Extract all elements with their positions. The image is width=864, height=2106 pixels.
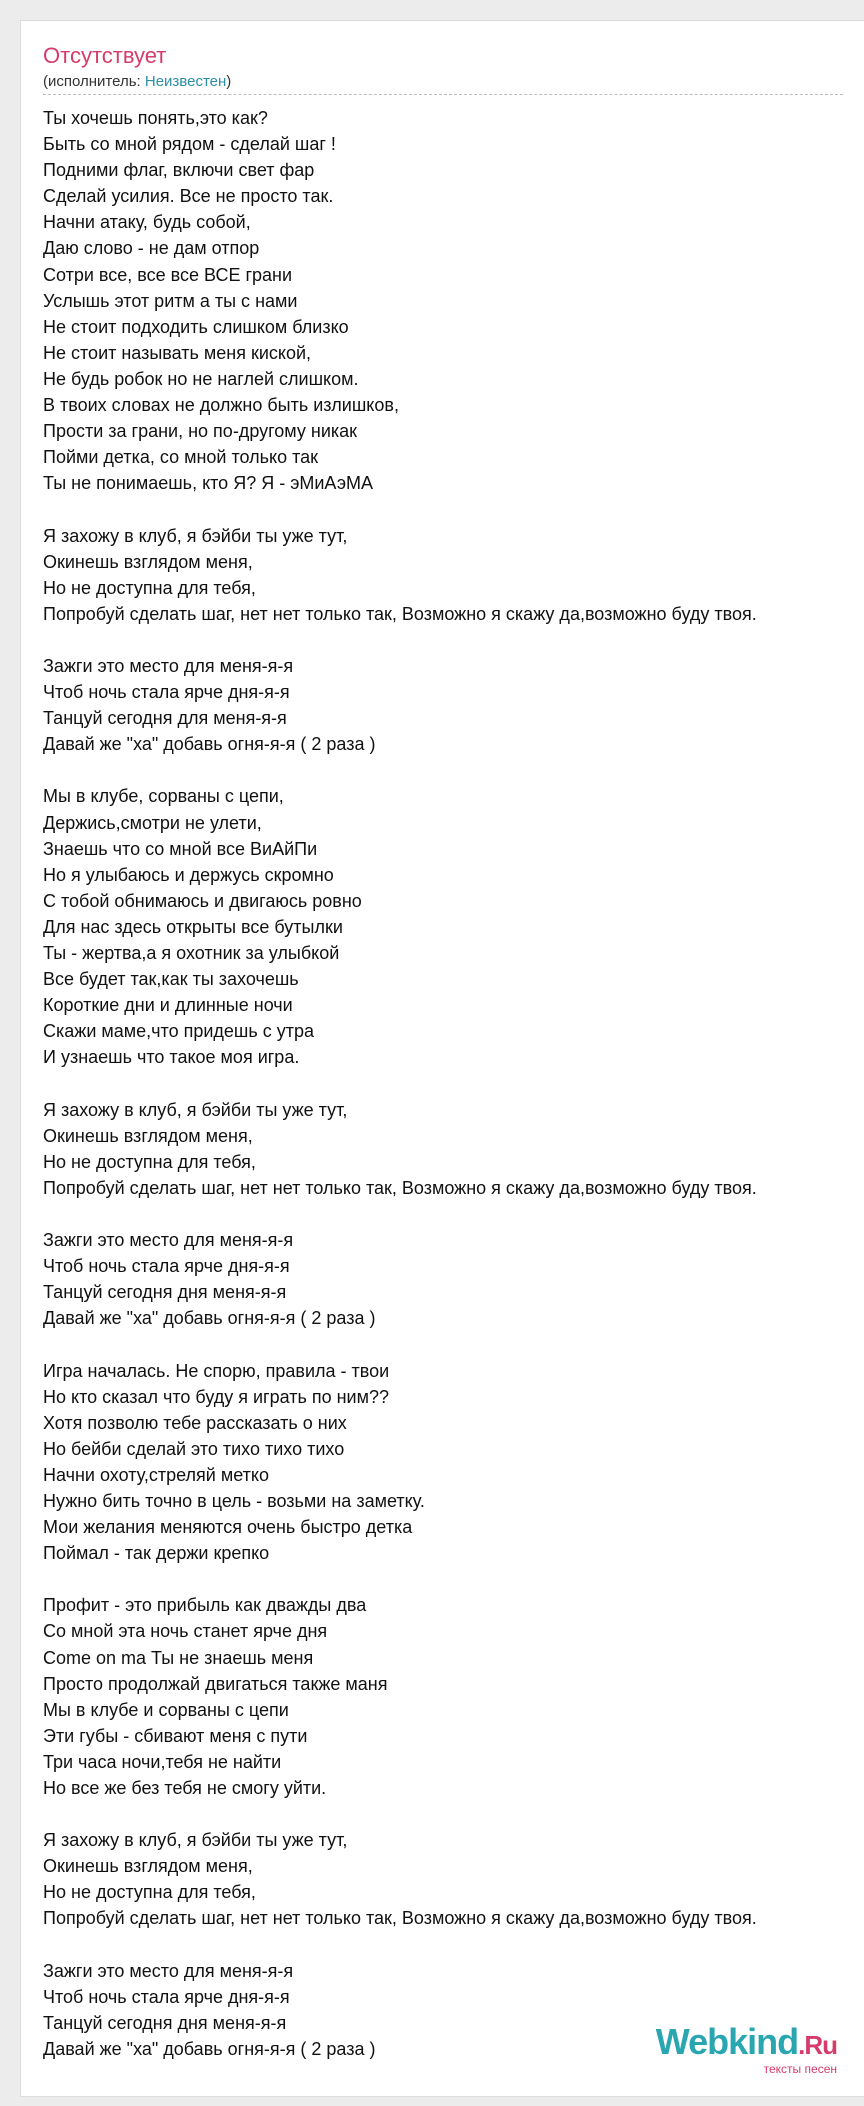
lyrics-line: Поймал - так держи крепко [43,1543,270,1564]
lyrics-line: Ты хочешь понять,это как? [43,108,268,128]
lyrics-line: Быть со мной рядом - сделай шаг ! [43,134,336,155]
logo-ru-text: .Ru [798,2030,837,2060]
lyrics-line: Короткие дни и длинные ночи [43,995,293,1016]
lyrics-line: Но кто сказал что буду я играть по ним?? [43,1386,390,1407]
lyrics-line: Просто продолжай двигаться также маня [43,1673,388,1694]
lyrics-line: Чтоб ночь стала ярче дня-я-я [43,1986,290,2007]
lyrics-line: Зажги это место для меня-я-я [43,655,294,676]
lyrics-line: Но не доступна для тебя, [43,577,256,598]
lyrics-line: Я захожу в клуб, я бэйби ты уже тут, [43,525,348,546]
lyrics-line: Танцуй сегодня дня меня-я-я [43,2012,287,2033]
lyrics-line: Хотя позволю тебе рассказать о них [43,1412,347,1433]
lyrics-line: Давай же "ха" добавь огня-я-я ( 2 раза ) [43,2038,376,2059]
lyrics-line: Игра началась. Не спорю, правила - твои [43,1360,390,1381]
lyrics-line: Окинешь взглядом меня, [43,551,253,572]
lyrics-line: Все будет так,как ты захочешь [43,969,299,990]
lyrics-line: Подними флаг, включи свет фар [43,160,315,181]
lyrics-line: Со мной эта ночь станет ярче дня [43,1621,328,1642]
lyrics-line: Окинешь взглядом меня, [43,1125,253,1146]
lyrics-line: Танцуй сегодня дня меня-я-я [43,1282,287,1303]
lyrics-body [43,105,864,2062]
logo-wordmark [656,2023,837,2064]
lyrics-line: Мои желания меняются очень быстро детка [43,1517,413,1538]
lyrics-line: Начни атаку, будь собой, [43,212,251,233]
artist-line [43,73,231,90]
lyrics-line: Но не доступна для тебя, [43,1882,256,1903]
lyrics-blank-line [43,1566,864,1592]
lyrics-line: Но бейби сделай это тихо тихо тихо [43,1438,345,1459]
lyrics-line: И узнаешь что такое моя игра. [43,1047,300,1068]
lyrics-line: Я захожу в клуб, я бэйби ты уже тут, [43,1099,348,1120]
artist-suffix: ) [226,73,232,90]
lyrics-line: Эти губы - сбивают меня с пути [43,1725,308,1746]
lyrics-line: Зажги это место для меня-я-я [43,1230,294,1251]
lyrics-line: Попробуй сделать шаг, нет нет только так, Возможно я скажу да,возможно буду твоя. [43,1908,757,1929]
lyrics-line: Но не доступна для тебя, [43,1151,256,1172]
lyrics-line: Но я улыбаюсь и держусь скромно [43,864,334,885]
song-title: Отсутствует [43,43,167,68]
lyrics-line: Три часа ночи,тебя не найти [43,1751,282,1772]
lyrics-line: Ты - жертва,а я охотник за улыбкой [43,943,340,963]
lyrics-line: Давай же "ха" добавь огня-я-я ( 2 раза ) [43,1308,376,1329]
artist-prefix: (исполнитель: [43,73,145,90]
lyrics-line: Чтоб ночь стала ярче дня-я-я [43,682,290,703]
lyrics-blank-line [43,1932,864,1958]
lyrics-line: Скажи маме,что придешь с утра [43,1021,314,1042]
lyrics-line: Мы в клубе, сорваны с цепи, [43,786,284,807]
lyrics-line: Профит - это прибыль как дважды два [43,1595,367,1616]
lyrics-line: Мы в клубе и сорваны с цепи [43,1699,289,1720]
lyrics-line: Сотри все, все все ВСЕ грани [43,264,293,285]
logo-tagline: тексты песен [763,2062,837,2076]
lyrics-line: Окинешь взглядом меня, [43,1856,253,1877]
lyrics-line: Начни охоту,стреляй метко [43,1464,269,1485]
lyrics-line: Не будь робок но не наглей слишком. [43,368,359,389]
lyrics-line: Чтоб ночь стала ярче дня-я-я [43,1256,290,1277]
lyrics-line: Танцуй сегодня для меня-я-я [43,708,287,729]
artist-link[interactable]: Неизвестен [144,73,227,90]
lyrics-line: Для нас здесь открыты все бутылки [43,916,343,937]
logo-webkind-text: Webkind [655,2021,799,2062]
lyrics-card [20,20,864,2097]
header-divider [43,94,843,95]
lyrics-line: Даю слово - не дам отпор [43,238,260,259]
lyrics-line: Не стоит подходить слишком близко [43,316,349,337]
lyrics-blank-line [43,1331,864,1357]
webkind-logo[interactable] [656,2023,837,2076]
lyrics-line: Пойми детка, со мной только так [43,447,319,468]
lyrics-line: Come on ma Ты не знаешь меня [43,1647,314,1668]
lyrics-blank-line [43,627,864,653]
lyrics-line: Держись,смотри не улети, [43,812,262,833]
lyrics-line: Ты не понимаешь, кто Я? Я - эМиАэМА [43,473,374,494]
lyrics-blank-line [43,1801,864,1827]
lyrics-line: В твоих словах не должно быть излишков, [43,395,399,416]
lyrics-blank-line [43,496,864,522]
lyrics-blank-line [43,1070,864,1096]
lyrics-line: Услышь этот ритм а ты с нами [43,290,298,311]
lyrics-line: Знаешь что со мной все ВиАйПи [43,838,318,859]
lyrics-line: Попробуй сделать шаг, нет нет только так, Возможно я скажу да,возможно буду твоя. [43,1177,757,1198]
lyrics-line: Прости за грани, но по-другому никак [43,421,358,442]
lyrics-line: Давай же "ха" добавь огня-я-я ( 2 раза ) [43,734,376,755]
lyrics-line: С тобой обнимаюсь и двигаюсь ровно [43,890,362,911]
lyrics-line: Нужно бить точно в цель - возьми на заметку. [43,1490,425,1511]
lyrics-line: Попробуй сделать шаг, нет нет только так, Возможно я скажу да,возможно буду твоя. [43,603,757,624]
lyrics-line: Не стоит называть меня киской, [43,342,312,363]
lyrics-line: Зажги это место для меня-я-я [43,1960,294,1981]
lyrics-blank-line [43,1201,864,1227]
lyrics-line: Сделай усилия. Все не просто так. [43,186,334,207]
lyrics-line: Но все же без тебя не смогу уйти. [43,1778,327,1798]
lyrics-blank-line [43,757,864,783]
lyrics-line: Я захожу в клуб, я бэйби ты уже тут, [43,1830,348,1851]
